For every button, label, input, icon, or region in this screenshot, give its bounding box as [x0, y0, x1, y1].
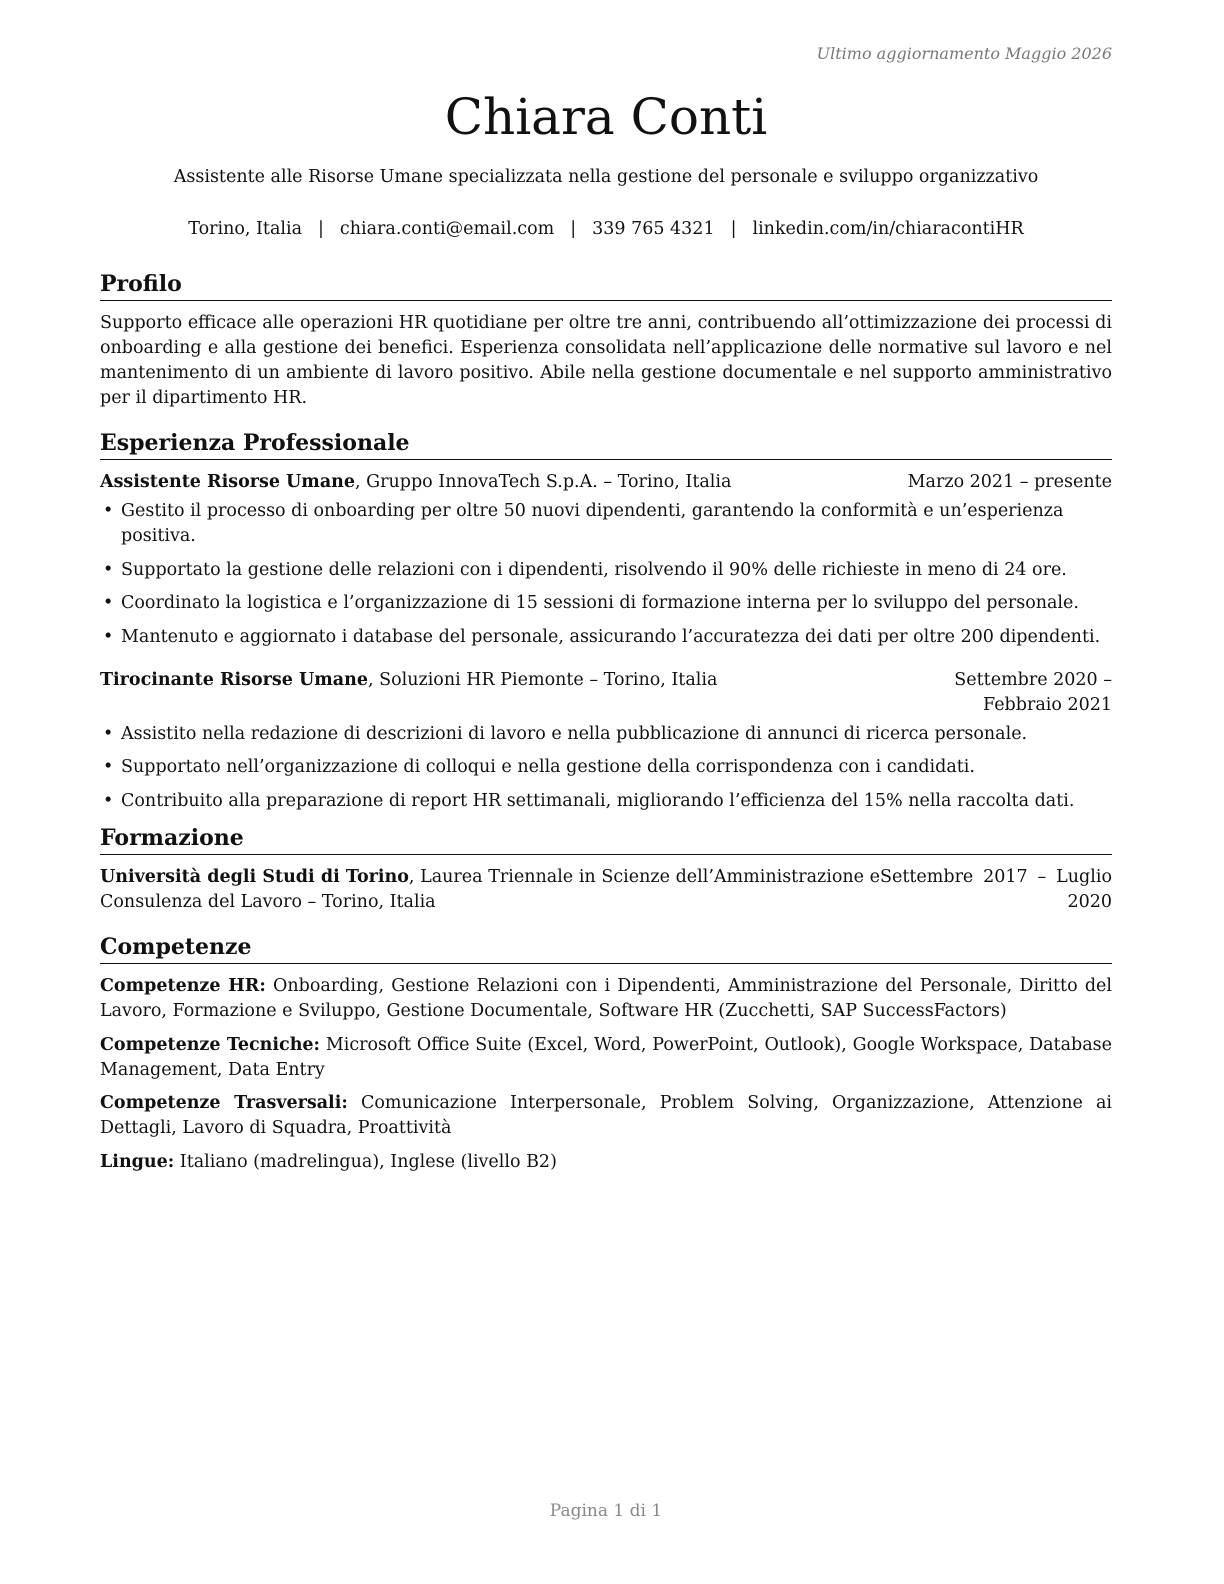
bullet-text: Assistito nella redazione di descrizioni di lavoro e nella pubblicazione di annunci di ricerca personale.: [121, 723, 1028, 744]
bullet-text: Contribuito alla preparazione di report HR settimanali, migliorando l’efficienza del 15% nella raccolta dati.: [121, 790, 1075, 811]
education-entry: [100, 865, 1112, 915]
skill-text: Italiano (madrelingua), Inglese (livello B2): [174, 1151, 557, 1172]
skill-label: Competenze Trasversali:: [100, 1093, 348, 1113]
bullet-text: Mantenuto e aggiornato i database del personale, assicurando l’accuratezza dei dati per oltre 200 dipendenti.: [121, 626, 1101, 647]
job-dates: Marzo 2021 – presente: [907, 472, 1112, 492]
bullet-icon: •: [103, 723, 114, 744]
list-item: [100, 789, 1112, 814]
job-title-line: [100, 668, 872, 693]
education-school: Università degli Studi di Torino: [100, 867, 409, 887]
bullet-icon: •: [103, 790, 114, 811]
bullet-icon: •: [103, 626, 114, 647]
contact-linkedin[interactable]: linkedin.com/in/chiaracontiHR: [752, 219, 1024, 239]
job-entry: [100, 668, 1112, 814]
bullet-text: Gestito il processo di onboarding per oltre 50 nuovi dipendenti, garantendo la conformità e un’esperienza positiva.: [121, 501, 1064, 546]
job-bullets: [100, 722, 1112, 814]
contact-line: [100, 219, 1112, 239]
contact-phone[interactable]: 339 765 4321: [592, 219, 715, 239]
list-item: [100, 499, 1112, 549]
education-dates: Settembre 2017 – Luglio 2020: [880, 867, 1112, 912]
job-company: , Gruppo InnovaTech S.p.A. – Torino, Italia: [355, 472, 732, 492]
section-title-skills: Competenze: [100, 931, 1112, 964]
job-entry: [100, 470, 1112, 650]
section-title-experience: Esperienza Professionale: [100, 427, 1112, 460]
list-item: [100, 591, 1112, 616]
bullet-text: Supportato la gestione delle relazioni con i dipendenti, risolvendo il 90% delle richieste in meno di 24 ore.: [121, 559, 1067, 580]
section-title-profile: Profilo: [100, 268, 1112, 301]
job-dates: Settembre 2020 – Febbraio 2021: [954, 669, 1112, 715]
profile-text: Supporto efficace alle operazioni HR quotidiane per oltre tre anni, contribuendo all’ottimizzazione dei processi di onboarding e alla gestione dei benefici. Esperienza consolidata nell’applicazione delle normative sul lavoro e nel mantenimento di un ambiente di lavoro positivo. Abile nella gestione documentale e nel supporto amministrativo per il dipartimento HR.: [100, 313, 1112, 408]
job-header: [100, 668, 1112, 718]
list-item: [100, 625, 1112, 650]
skill-label: Competenze Tecniche:: [100, 1034, 321, 1055]
education-degree: , Laurea Triennale in Scienze dell’Amministrazione e Consulenza del Lavoro – Torino, Italia: [100, 867, 880, 912]
resume-page: [100, 0, 1112, 1584]
bullet-icon: •: [103, 593, 114, 613]
skill-text: Microsoft Office Suite (Excel, Word, PowerPoint, Outlook), Google Workspace, Database Management, Data Entry: [100, 1034, 1112, 1080]
candidate-name: Chiara Conti: [444, 88, 768, 146]
bullet-icon: •: [103, 757, 114, 777]
list-item: [100, 558, 1112, 583]
list-item: [100, 722, 1112, 747]
bullet-icon: •: [103, 559, 114, 580]
job-company: , Soluzioni HR Piemonte – Torino, Italia: [367, 669, 718, 690]
job-title-line: [100, 470, 908, 495]
contact-separator: |: [318, 219, 324, 239]
bullet-icon: •: [103, 501, 114, 521]
job-role: Tirocinante Risorse Umane: [100, 669, 368, 690]
job-bullets: [100, 499, 1112, 650]
section-title-education: Formazione: [100, 822, 1112, 855]
contact-location: Torino, Italia: [188, 219, 303, 239]
contact-email[interactable]: chiara.conti@email.com: [339, 219, 555, 239]
skill-group: [100, 1091, 1112, 1141]
skill-text: Onboarding, Gestione Relazioni con i Dipendenti, Amministrazione del Personale, Diritto del Lavoro, Formazione e Sviluppo, Gestione Documentale, Software HR (Zucchetti, SAP SuccessFactors): [100, 976, 1112, 1021]
job-header: [100, 470, 1112, 495]
list-item: [100, 755, 1112, 780]
skill-text: Comunicazione Interpersonale, Problem Solving, Organizzazione, Attenzione ai Dettagli, Lavoro di Squadra, Proattività: [100, 1093, 1112, 1138]
skill-group: [100, 1033, 1112, 1083]
skill-label: Lingue:: [100, 1151, 175, 1172]
page-number: Pagina 1 di 1: [549, 1501, 663, 1521]
education-line: [100, 865, 880, 915]
bullet-text: Supportato nell’organizzazione di colloqui e nella gestione della corrispondenza con i candidati.: [121, 757, 975, 777]
resume-content: [100, 268, 1112, 1183]
contact-separator: |: [570, 219, 577, 239]
skill-label: Competenze HR:: [100, 976, 266, 996]
skill-group: [100, 1150, 1112, 1175]
skill-group: [100, 974, 1112, 1024]
job-role: Assistente Risorse Umane: [100, 472, 356, 492]
candidate-tagline: Assistente alle Risorse Umane specializzata nella gestione del personale e sviluppo organizzativo: [173, 167, 1039, 187]
last-updated-note: Ultimo aggiornamento Maggio 2026: [816, 44, 1112, 63]
contact-separator: |: [730, 219, 737, 239]
bullet-text: Coordinato la logistica e l’organizzazione di 15 sessioni di formazione interna per lo sviluppo del personale.: [121, 593, 1079, 613]
